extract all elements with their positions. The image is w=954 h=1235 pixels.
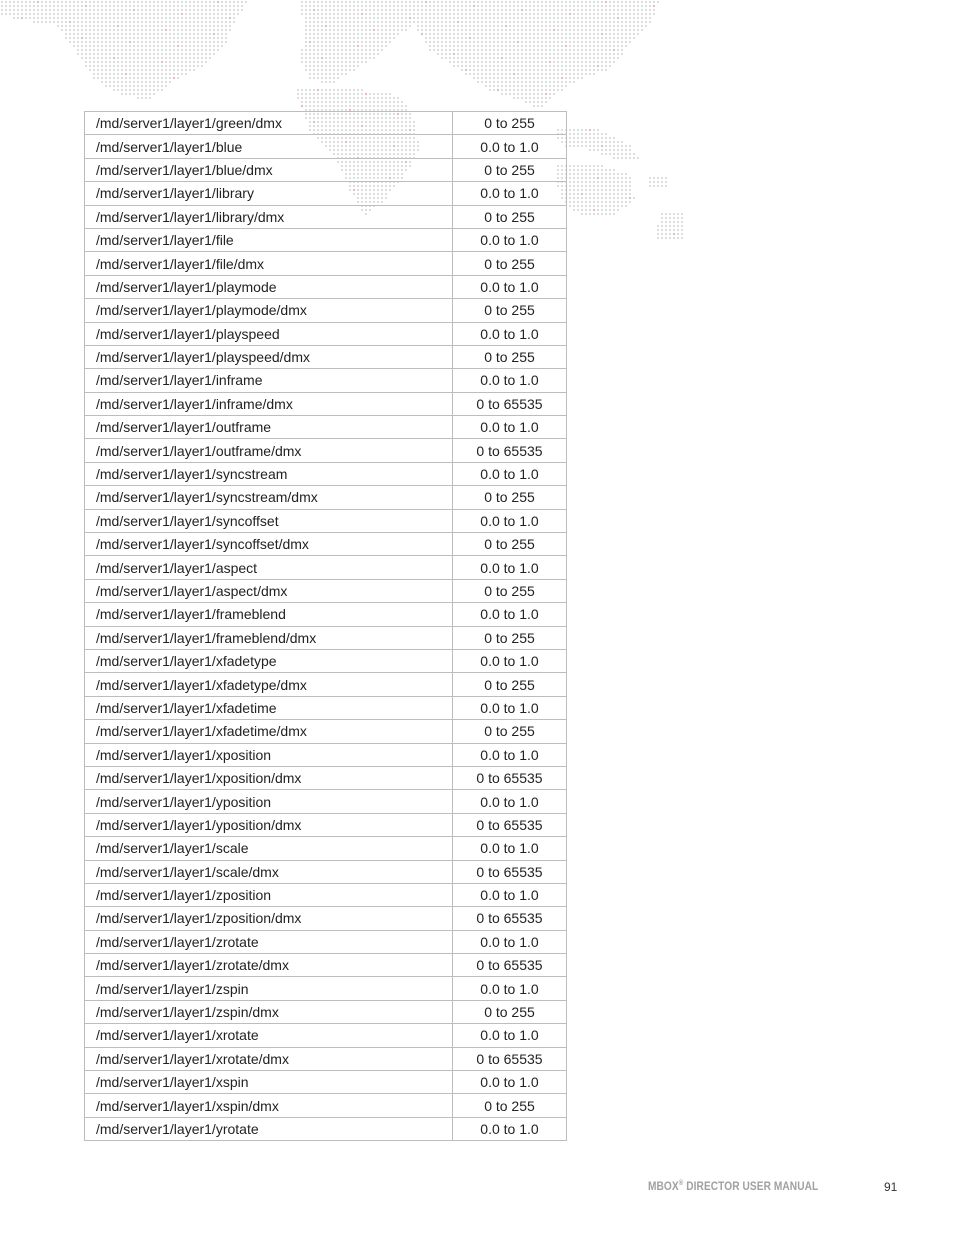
parameter-path-cell: /md/server1/layer1/green/dmx (85, 112, 453, 135)
parameter-range-cell: 0 to 65535 (453, 954, 567, 977)
parameter-path-cell: /md/server1/layer1/blue (85, 135, 453, 158)
parameter-range-cell: 0.0 to 1.0 (453, 369, 567, 392)
table-row (85, 766, 567, 789)
parameter-range-cell: 0.0 to 1.0 (453, 509, 567, 532)
parameter-range-cell: 0 to 255 (453, 626, 567, 649)
parameter-path-cell: /md/server1/layer1/scale/dmx (85, 860, 453, 883)
parameter-path-cell: /md/server1/layer1/playmode (85, 275, 453, 298)
parameter-path-cell: /md/server1/layer1/frameblend (85, 603, 453, 626)
parameter-range-cell: 0.0 to 1.0 (453, 182, 567, 205)
parameter-path-cell: /md/server1/layer1/syncstream (85, 462, 453, 485)
parameter-path-cell: /md/server1/layer1/xrotate (85, 1024, 453, 1047)
table-row (85, 673, 567, 696)
table-row (85, 182, 567, 205)
parameter-range-cell: 0 to 255 (453, 112, 567, 135)
table-row (85, 626, 567, 649)
table-row (85, 603, 567, 626)
parameter-range-cell: 0.0 to 1.0 (453, 275, 567, 298)
parameter-range-cell: 0.0 to 1.0 (453, 603, 567, 626)
table-row (85, 743, 567, 766)
page-number: 91 (884, 1180, 898, 1194)
table-row (85, 486, 567, 509)
table-row (85, 275, 567, 298)
osc-parameter-table (84, 111, 567, 1141)
parameter-path-cell: /md/server1/layer1/xrotate/dmx (85, 1047, 453, 1070)
parameter-range-cell: 0 to 255 (453, 205, 567, 228)
table-row (85, 369, 567, 392)
parameter-path-cell: /md/server1/layer1/xfadetime/dmx (85, 720, 453, 743)
table-row (85, 790, 567, 813)
parameter-path-cell: /md/server1/layer1/xfadetype/dmx (85, 673, 453, 696)
parameter-range-cell: 0 to 255 (453, 299, 567, 322)
table-row (85, 299, 567, 322)
table-row (85, 977, 567, 1000)
parameter-path-cell: /md/server1/layer1/syncoffset/dmx (85, 533, 453, 556)
table-row (85, 1000, 567, 1023)
parameter-range-cell: 0 to 65535 (453, 392, 567, 415)
parameter-path-cell: /md/server1/layer1/frameblend/dmx (85, 626, 453, 649)
parameter-range-cell: 0 to 65535 (453, 1047, 567, 1070)
parameter-path-cell: /md/server1/layer1/zrotate/dmx (85, 954, 453, 977)
parameter-range-cell: 0.0 to 1.0 (453, 837, 567, 860)
parameter-path-cell: /md/server1/layer1/file (85, 228, 453, 251)
parameter-path-cell: /md/server1/layer1/aspect/dmx (85, 579, 453, 602)
table-row (85, 533, 567, 556)
table-row (85, 860, 567, 883)
parameter-range-cell: 0.0 to 1.0 (453, 1117, 567, 1140)
table-row (85, 813, 567, 836)
parameter-path-cell: /md/server1/layer1/inframe (85, 369, 453, 392)
table-row (85, 252, 567, 275)
table-row (85, 345, 567, 368)
table-row (85, 228, 567, 251)
parameter-range-cell: 0.0 to 1.0 (453, 883, 567, 906)
parameter-range-cell: 0 to 255 (453, 579, 567, 602)
table-row (85, 1094, 567, 1117)
parameter-path-cell: /md/server1/layer1/zposition/dmx (85, 907, 453, 930)
parameter-range-cell: 0 to 255 (453, 673, 567, 696)
parameter-range-cell: 0.0 to 1.0 (453, 743, 567, 766)
parameter-path-cell: /md/server1/layer1/file/dmx (85, 252, 453, 275)
parameter-range-cell: 0 to 255 (453, 158, 567, 181)
parameter-range-cell: 0 to 65535 (453, 813, 567, 836)
registered-mark: ® (678, 1180, 684, 1187)
parameter-range-cell: 0 to 255 (453, 486, 567, 509)
parameter-path-cell: /md/server1/layer1/yposition/dmx (85, 813, 453, 836)
table-row (85, 930, 567, 953)
parameter-path-cell: /md/server1/layer1/playspeed/dmx (85, 345, 453, 368)
table-row (85, 696, 567, 719)
parameter-path-cell: /md/server1/layer1/library (85, 182, 453, 205)
parameter-range-cell: 0.0 to 1.0 (453, 977, 567, 1000)
parameter-path-cell: /md/server1/layer1/playspeed (85, 322, 453, 345)
table-row (85, 439, 567, 462)
parameter-range-cell: 0 to 255 (453, 252, 567, 275)
table-row (85, 392, 567, 415)
footer-brand: MBOX (648, 1181, 679, 1193)
parameter-range-cell: 0 to 255 (453, 720, 567, 743)
parameter-path-cell: /md/server1/layer1/outframe/dmx (85, 439, 453, 462)
table-row (85, 158, 567, 181)
parameter-path-cell: /md/server1/layer1/xfadetype (85, 649, 453, 672)
parameter-path-cell: /md/server1/layer1/xspin (85, 1071, 453, 1094)
parameter-range-cell: 0.0 to 1.0 (453, 416, 567, 439)
parameter-path-cell: /md/server1/layer1/xposition/dmx (85, 766, 453, 789)
parameter-range-cell: 0.0 to 1.0 (453, 1071, 567, 1094)
parameter-range-cell: 0 to 255 (453, 533, 567, 556)
parameter-path-cell: /md/server1/layer1/library/dmx (85, 205, 453, 228)
parameter-range-cell: 0 to 65535 (453, 766, 567, 789)
parameter-path-cell: /md/server1/layer1/inframe/dmx (85, 392, 453, 415)
parameter-path-cell: /md/server1/layer1/zrotate (85, 930, 453, 953)
parameter-range-cell: 0 to 65535 (453, 907, 567, 930)
parameter-path-cell: /md/server1/layer1/yrotate (85, 1117, 453, 1140)
table-row (85, 135, 567, 158)
table-row (85, 1117, 567, 1140)
parameter-path-cell: /md/server1/layer1/zspin/dmx (85, 1000, 453, 1023)
footer-manual-title (648, 1180, 818, 1193)
table-row (85, 1071, 567, 1094)
parameter-range-cell: 0 to 65535 (453, 860, 567, 883)
parameter-range-cell: 0 to 255 (453, 1000, 567, 1023)
parameter-path-cell: /md/server1/layer1/blue/dmx (85, 158, 453, 181)
table-row (85, 1047, 567, 1070)
parameter-range-cell: 0.0 to 1.0 (453, 135, 567, 158)
parameter-path-cell: /md/server1/layer1/zspin (85, 977, 453, 1000)
table-row (85, 205, 567, 228)
table-row (85, 720, 567, 743)
table-row (85, 954, 567, 977)
table-row (85, 112, 567, 135)
parameter-path-cell: /md/server1/layer1/playmode/dmx (85, 299, 453, 322)
parameter-range-cell: 0.0 to 1.0 (453, 930, 567, 953)
parameter-path-cell: /md/server1/layer1/xspin/dmx (85, 1094, 453, 1117)
parameter-path-cell: /md/server1/layer1/yposition (85, 790, 453, 813)
parameter-path-cell: /md/server1/layer1/syncstream/dmx (85, 486, 453, 509)
parameter-range-cell: 0 to 65535 (453, 439, 567, 462)
parameter-path-cell: /md/server1/layer1/xfadetime (85, 696, 453, 719)
parameter-path-cell: /md/server1/layer1/outframe (85, 416, 453, 439)
parameter-path-cell: /md/server1/layer1/aspect (85, 556, 453, 579)
table-row (85, 1024, 567, 1047)
parameter-range-cell: 0.0 to 1.0 (453, 556, 567, 579)
parameter-path-cell: /md/server1/layer1/zposition (85, 883, 453, 906)
table-row (85, 907, 567, 930)
parameter-range-cell: 0.0 to 1.0 (453, 1024, 567, 1047)
table-row (85, 416, 567, 439)
parameter-path-cell: /md/server1/layer1/scale (85, 837, 453, 860)
parameter-range-cell: 0 to 255 (453, 1094, 567, 1117)
table-row (85, 883, 567, 906)
footer-title-text: DIRECTOR USER MANUAL (683, 1181, 819, 1193)
table-row (85, 579, 567, 602)
parameter-range-cell: 0.0 to 1.0 (453, 696, 567, 719)
parameter-table-body (85, 112, 567, 1141)
table-row (85, 462, 567, 485)
parameter-path-cell: /md/server1/layer1/syncoffset (85, 509, 453, 532)
parameter-range-cell: 0.0 to 1.0 (453, 790, 567, 813)
table-row (85, 837, 567, 860)
table-row (85, 556, 567, 579)
table-row (85, 322, 567, 345)
table-row (85, 649, 567, 672)
parameter-range-cell: 0.0 to 1.0 (453, 462, 567, 485)
parameter-range-cell: 0.0 to 1.0 (453, 228, 567, 251)
parameter-range-cell: 0 to 255 (453, 345, 567, 368)
table-row (85, 509, 567, 532)
parameter-range-cell: 0.0 to 1.0 (453, 649, 567, 672)
parameter-range-cell: 0.0 to 1.0 (453, 322, 567, 345)
parameter-path-cell: /md/server1/layer1/xposition (85, 743, 453, 766)
